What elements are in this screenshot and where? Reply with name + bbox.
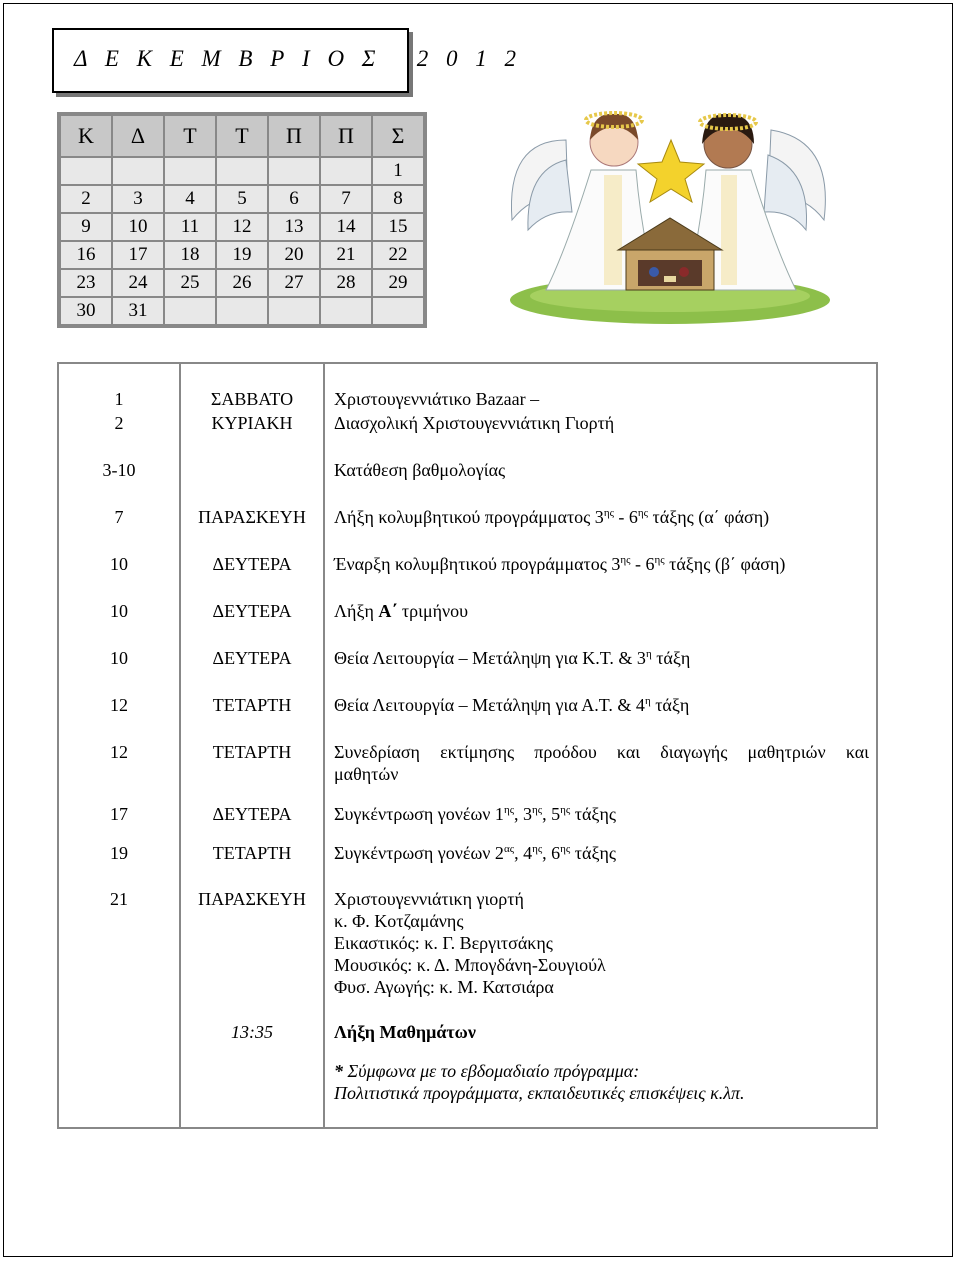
calendar-day <box>217 158 267 184</box>
calendar-day: 26 <box>217 270 267 296</box>
event-day: ΤΕΤΑΡΤΗ <box>212 843 292 863</box>
event-text: Λήξη κολυμβητικού προγράμματος $3^{\eta\varsigma} - 6^{\eta\varsigma}$ τάξης (α΄ φάση) <box>334 507 770 527</box>
note-line: Πολιτιστικά προγράμματα, εκπαιδευτικές επισκέψεις κ.λπ. <box>334 1083 745 1103</box>
calendar-day <box>373 298 423 324</box>
weekday-header: Τ <box>165 116 215 156</box>
event-date: 3-10 <box>102 460 136 480</box>
weekday-header: Π <box>321 116 371 156</box>
event-text: Λήξη Α΄ τριμήνου <box>334 601 469 621</box>
calendar-day <box>321 158 371 184</box>
calendar-day: 29 <box>373 270 423 296</box>
event-text: Συνεδρίαση εκτίμησης προόδου και διαγωγής μαθητριών και μαθητών <box>334 742 869 784</box>
calendar-day: 31 <box>113 298 163 324</box>
event-date: 19 <box>110 843 128 863</box>
calendar-day: 30 <box>61 298 111 324</box>
calendar-day: 24 <box>113 270 163 296</box>
calendar-day <box>217 298 267 324</box>
calendar-day: 9 <box>61 214 111 240</box>
calendar-day: 17 <box>113 242 163 268</box>
calendar-day: 10 <box>113 214 163 240</box>
event-text: Κατάθεση βαθμολογίας <box>334 460 506 480</box>
event-text: Συγκέντρωση γονέων $2^{\alpha\varsigma}$, $4^{\eta\varsigma}$, $6^{\eta\varsigma}$ τάξης <box>334 843 617 863</box>
calendar-day: 23 <box>61 270 111 296</box>
calendar-day: 7 <box>321 186 371 212</box>
column-divider <box>323 364 325 1127</box>
calendar-day <box>61 158 111 184</box>
calendar-day: 5 <box>217 186 267 212</box>
weekday-header: Σ <box>373 116 423 156</box>
calendar-day: 14 <box>321 214 371 240</box>
calendar-day: 8 <box>373 186 423 212</box>
calendar-day: 21 <box>321 242 371 268</box>
calendar-day <box>321 298 371 324</box>
event-date: 12 <box>110 695 128 715</box>
page-title: Δ Ε Κ Ε Μ Β Ρ Ι Ο Σ 2 0 1 2 <box>54 46 407 72</box>
event-time: 13:35 <box>231 1022 273 1042</box>
events-table <box>57 362 878 1129</box>
calendar-day <box>165 158 215 184</box>
calendar-day: 27 <box>269 270 319 296</box>
calendar-day: 2 <box>61 186 111 212</box>
calendar-day: 25 <box>165 270 215 296</box>
schedule-note <box>334 1060 869 1104</box>
event-text: Διασχολική Χριστουγεννιάτικη Γιορτή <box>334 413 615 433</box>
event-day: ΚΥΡΙΑΚΗ <box>211 413 293 433</box>
event-text: Θεία Λειτουργία – Μετάληψη για Κ.Τ. & $3^\eta$ τάξη <box>334 648 691 668</box>
note-line: * Σύμφωνα με το εβδομαδιαίο πρόγραμμα: <box>334 1061 640 1081</box>
event-date: 10 <box>110 601 128 621</box>
event-day: ΔΕΥΤΕΡΑ <box>212 804 292 824</box>
event-day: ΤΕΤΑΡΤΗ <box>212 695 292 715</box>
calendar-day <box>113 158 163 184</box>
calendar-day: 19 <box>217 242 267 268</box>
calendar-day: 28 <box>321 270 371 296</box>
event-day: ΤΕΤΑΡΤΗ <box>212 742 292 762</box>
event-date: 17 <box>110 804 128 824</box>
event-date: 12 <box>110 742 128 762</box>
calendar-day: 18 <box>165 242 215 268</box>
event-date: 21 <box>110 889 128 909</box>
calendar-day: 4 <box>165 186 215 212</box>
event-day: ΣΑΒΒΑΤΟ <box>210 389 294 409</box>
event-day: ΔΕΥΤΕΡΑ <box>212 601 292 621</box>
weekday-header: Κ <box>61 116 111 156</box>
event-date: 2 <box>114 413 124 433</box>
event-text: Χριστουγεννιάτικη γιορτή κ. Φ. Κοτζαμάνης Εικαστικός: κ. Γ. Βεργιτσάκης Μουσικός: κ. Δ. Μπογδάνη-Σουγιούλ Φυσ. Αγωγής: κ. Μ. Κατσιάρα <box>334 889 606 997</box>
calendar-day: 11 <box>165 214 215 240</box>
calendar-day: 16 <box>61 242 111 268</box>
calendar-day <box>269 298 319 324</box>
calendar-day: 22 <box>373 242 423 268</box>
calendar-day: 6 <box>269 186 319 212</box>
weekday-header: Π <box>269 116 319 156</box>
event-date: 10 <box>110 554 128 574</box>
calendar-day <box>269 158 319 184</box>
event-text: Θεία Λειτουργία – Μετάληψη για Α.Τ. & $4^\eta$ τάξη <box>334 695 690 715</box>
month-calendar <box>57 112 427 328</box>
event-day: ΔΕΥΤΕΡΑ <box>212 554 292 574</box>
event-day: ΠΑΡΑΣΚΕΥΗ <box>198 889 306 909</box>
event-text: Χριστουγεννιάτικο Bazaar – <box>334 389 540 409</box>
event-day: ΔΕΥΤΕΡΑ <box>212 648 292 668</box>
title-box <box>52 28 522 93</box>
calendar-day: 3 <box>113 186 163 212</box>
calendar-day: 20 <box>269 242 319 268</box>
weekday-header: Τ <box>217 116 267 156</box>
event-text: Λήξη Μαθημάτων <box>334 1022 476 1042</box>
event-text: Έναρξη κολυμβητικού προγράμματος $3^{\eta\varsigma} - 6^{\eta\varsigma}$ τάξης (β΄ φάση) <box>334 554 786 574</box>
weekday-header: Δ <box>113 116 163 156</box>
calendar-day: 13 <box>269 214 319 240</box>
calendar-day: 15 <box>373 214 423 240</box>
calendar-day: 1 <box>373 158 423 184</box>
angels-illustration <box>506 100 834 330</box>
calendar-day: 12 <box>217 214 267 240</box>
event-day: ΠΑΡΑΣΚΕΥΗ <box>198 507 306 527</box>
event-text: Συγκέντρωση γονέων $1^{\eta\varsigma}$, $3^{\eta\varsigma}$, $5^{\eta\varsigma}$ τάξης <box>334 804 616 824</box>
event-date: 1 <box>114 389 124 409</box>
event-date: 10 <box>110 648 128 668</box>
calendar-day <box>165 298 215 324</box>
event-date: 7 <box>114 507 124 527</box>
